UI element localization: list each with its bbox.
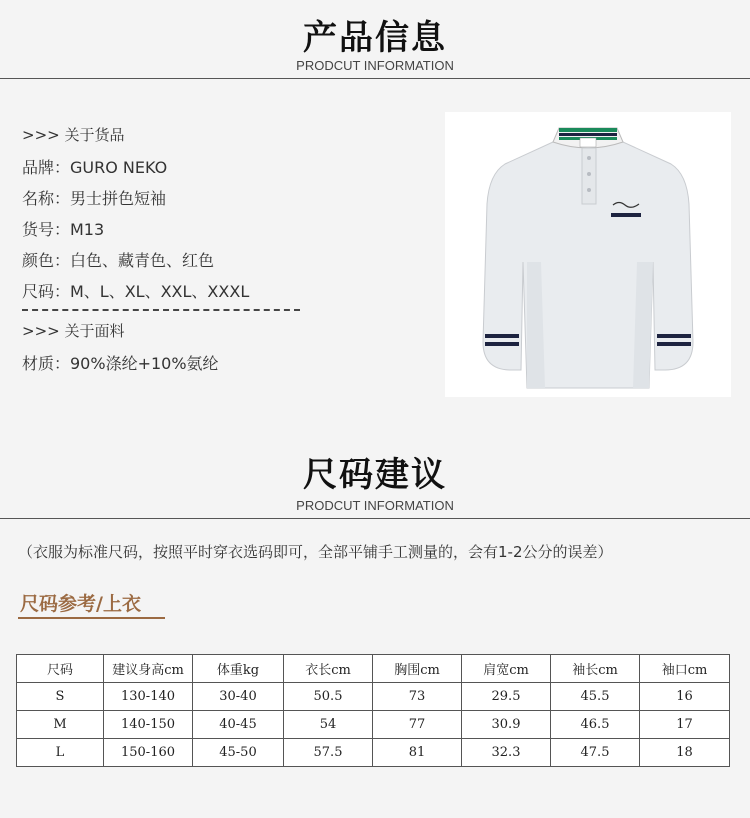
header-cell: 胸围cm (373, 655, 462, 683)
table-cell: 45-50 (193, 739, 284, 767)
colors-line: 颜色：白色、藏青色、红色 (22, 251, 215, 270)
table-cell: 130-140 (104, 683, 193, 711)
table-cell: S (17, 683, 104, 711)
table-cell: 140-150 (104, 711, 193, 739)
header-cell: 尺码 (17, 655, 104, 683)
section-subtitle-product-info: PRODCUT INFORMATION (296, 58, 454, 73)
size-note: （衣服为标准尺码，按照平时穿衣选码即可，全部平铺手工测量的，会有1-2公分的误差） (18, 543, 613, 561)
section-subtitle-size-advice: PRODCUT INFORMATION (296, 498, 454, 513)
sizes-line: 尺码：M、L、XL、XXL、XXXL (22, 282, 250, 301)
item-number-line: 货号：M13 (22, 220, 105, 239)
header-cell: 体重kg (193, 655, 284, 683)
section-title-size-advice: 尺码建议 (303, 455, 447, 495)
table-cell: L (17, 739, 104, 767)
table-cell: 77 (373, 711, 462, 739)
table-cell: 45.5 (551, 683, 640, 711)
table-header-row (17, 655, 730, 683)
size-reference-tag: 尺码参考/上衣 (20, 593, 141, 615)
brand-line: 品牌：GURO NEKO (22, 158, 168, 177)
name-line: 名称：男士拼色短袖 (22, 189, 167, 208)
table-row (17, 739, 730, 767)
table-cell: 81 (373, 739, 462, 767)
table-cell: M (17, 711, 104, 739)
header-cell: 袖口cm (640, 655, 730, 683)
table-cell: 50.5 (284, 683, 373, 711)
table-cell: 30.9 (462, 711, 551, 739)
table-cell: 32.3 (462, 739, 551, 767)
table-cell: 16 (640, 683, 730, 711)
material-line: 材质：90%涤纶+10%氨纶 (22, 354, 219, 373)
product-image (445, 112, 731, 397)
table-cell: 46.5 (551, 711, 640, 739)
table-cell: 30-40 (193, 683, 284, 711)
table-row (17, 683, 730, 711)
table-cell: 47.5 (551, 739, 640, 767)
table-cell: 73 (373, 683, 462, 711)
table-cell: 57.5 (284, 739, 373, 767)
table-cell: 17 (640, 711, 730, 739)
table-cell: 150-160 (104, 739, 193, 767)
size-table (16, 654, 730, 767)
section-title-product-info: 产品信息 (303, 18, 447, 58)
table-row (17, 711, 730, 739)
header-cell: 肩宽cm (462, 655, 551, 683)
divider-line (0, 518, 750, 519)
dashed-divider (22, 309, 300, 311)
header-cell: 袖长cm (551, 655, 640, 683)
goods-heading: >>> 关于货品 (22, 126, 125, 144)
table-cell: 29.5 (462, 683, 551, 711)
divider-line (0, 78, 750, 79)
tag-underline (18, 617, 165, 619)
table-cell: 18 (640, 739, 730, 767)
fabric-heading: >>> 关于面料 (22, 322, 125, 340)
table-cell: 54 (284, 711, 373, 739)
table-cell: 40-45 (193, 711, 284, 739)
polo-shirt-illustration (445, 112, 731, 397)
header-cell: 衣长cm (284, 655, 373, 683)
header-cell: 建议身高cm (104, 655, 193, 683)
